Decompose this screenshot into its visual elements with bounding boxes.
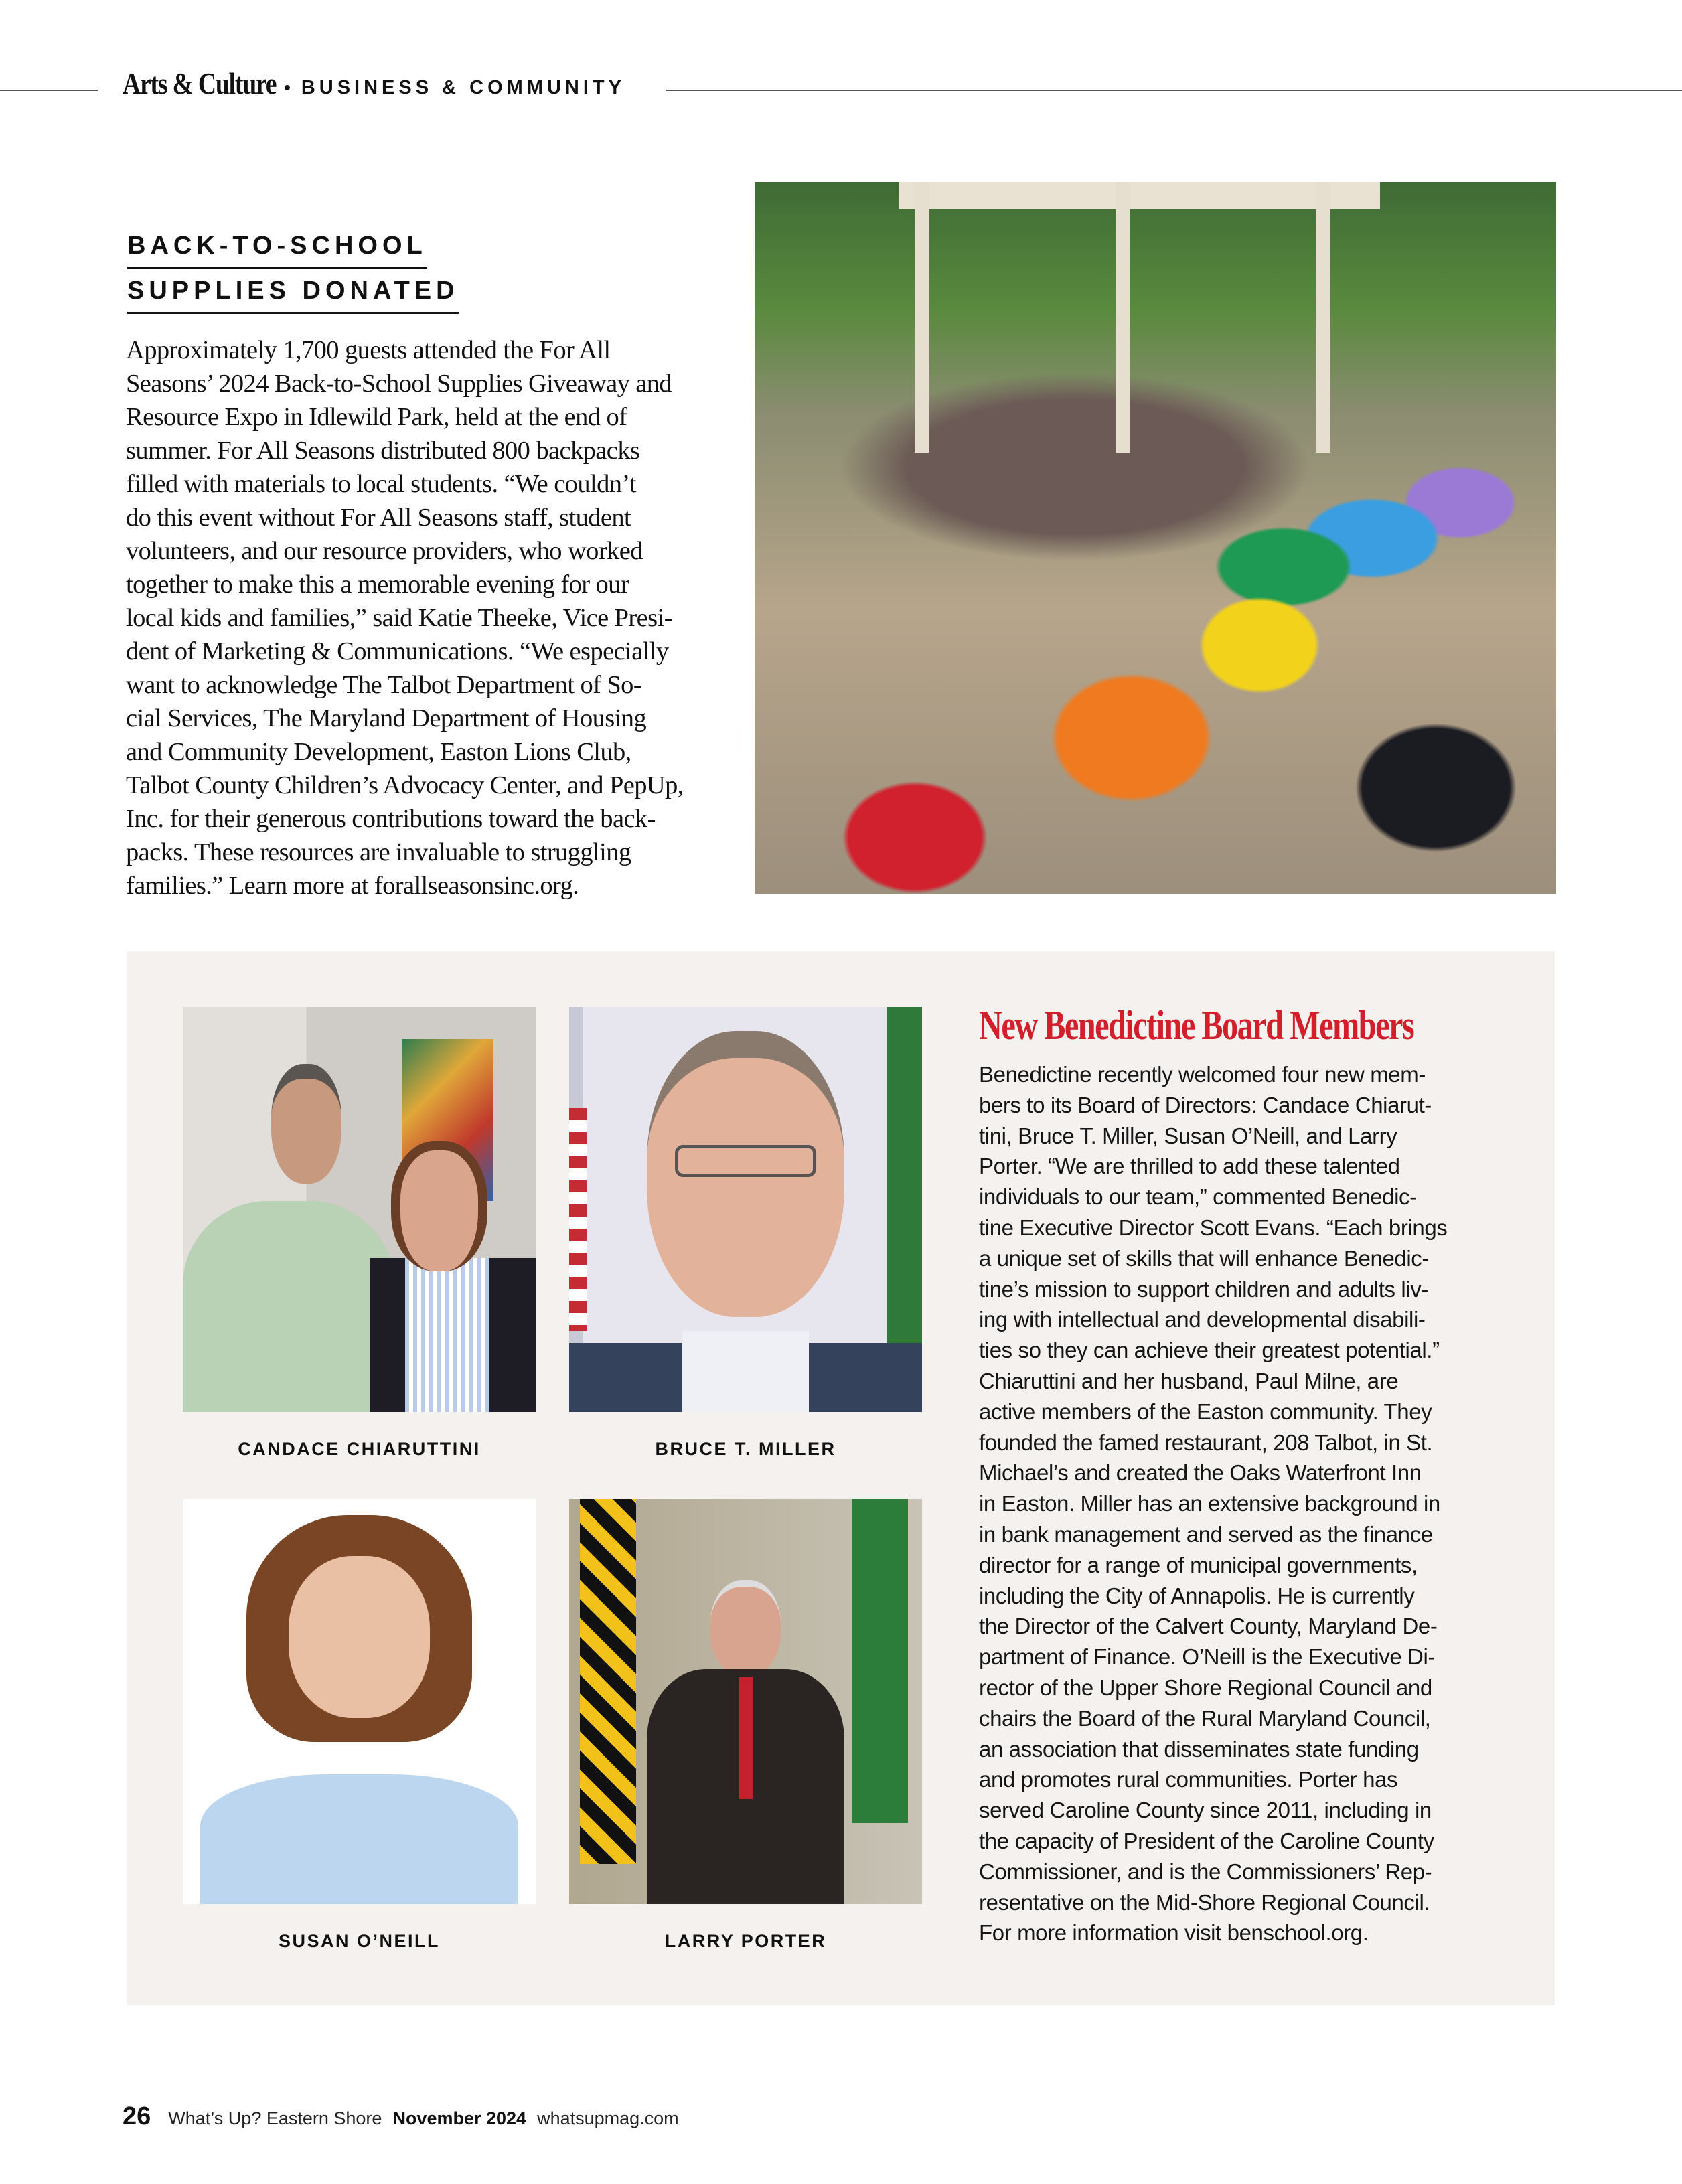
body-line: Benedictine recently welcomed four new mem- xyxy=(979,1062,1426,1087)
page-number: 26 xyxy=(123,2102,151,2130)
pavilion-pillar xyxy=(1116,182,1130,453)
body-line: Approximately 1,700 guests attended the For All xyxy=(126,336,611,364)
body-line: local kids and families,” said Katie Theeke, Vice Presi- xyxy=(126,604,672,632)
tie xyxy=(739,1677,753,1799)
magazine-name: What’s Up? Eastern Shore xyxy=(168,2108,382,2128)
man-figure xyxy=(183,1201,394,1412)
story2-body xyxy=(979,1059,1541,1948)
body-line: tini, Bruce T. Miller, Susan O’Neill, and Larry xyxy=(979,1123,1397,1148)
header-rule-right xyxy=(666,90,1682,91)
body-line: Chiaruttini and her husband, Paul Milne, are xyxy=(979,1368,1399,1393)
glasses xyxy=(675,1145,816,1177)
caption-susan-oneill: SUSAN O’NEILL xyxy=(278,1931,440,1951)
body-line: resentative on the Mid-Shore Regional Council. xyxy=(979,1889,1430,1915)
body-line: bers to its Board of Directors: Candace Chiarut- xyxy=(979,1092,1432,1117)
photo-bruce-miller xyxy=(569,1007,922,1412)
body-line: tine Executive Director Scott Evans. “Each brings xyxy=(979,1215,1448,1240)
pavilion-pillar xyxy=(915,182,929,453)
body-line: volunteers, and our resource providers, who worked xyxy=(126,537,643,565)
story1-kicker-line2: SUPPLIES DONATED xyxy=(127,277,459,314)
blazer xyxy=(200,1774,518,1904)
body-line: summer. For All Seasons distributed 800 backpacks xyxy=(126,437,640,465)
body-line: individuals to our team,” commented Benedic- xyxy=(979,1184,1417,1210)
backpack-giveaway-photo xyxy=(755,182,1556,894)
flag-maryland xyxy=(580,1499,636,1864)
photo-larry-porter xyxy=(569,1499,922,1904)
body-line: founded the famed restaurant, 208 Talbot, in St. xyxy=(979,1429,1433,1455)
body-line: dent of Marketing & Communications. “We especially xyxy=(126,637,669,666)
body-line: cial Services, The Maryland Department of Housing xyxy=(126,704,647,732)
body-line: do this event without For All Seasons staff, student xyxy=(126,503,631,532)
head xyxy=(710,1580,781,1676)
body-line: Commissioner, and is the Commissioners’ Rep- xyxy=(979,1859,1432,1884)
face xyxy=(289,1556,430,1718)
body-line: including the City of Annapolis. He is currently xyxy=(979,1583,1415,1608)
body-line: the capacity of President of the Caroline County xyxy=(979,1828,1434,1853)
shirt xyxy=(682,1331,810,1412)
body-line: Michael’s and created the Oaks Waterfront Inn xyxy=(979,1460,1422,1486)
body-line: active members of the Easton community. They xyxy=(979,1399,1432,1424)
header-rule-left xyxy=(0,90,98,91)
body-line: and promotes rural communities. Porter has xyxy=(979,1767,1398,1792)
body-line: ties so they can achieve their greatest potential.” xyxy=(979,1338,1440,1363)
body-line: Resource Expo in Idlewild Park, held at the end of xyxy=(126,403,627,431)
caption-larry-porter: LARRY PORTER xyxy=(664,1931,827,1951)
story1-body xyxy=(126,333,729,903)
body-line: tine’s mission to support children and adults liv- xyxy=(979,1276,1428,1302)
pavilion-pillar xyxy=(1316,182,1330,453)
body-line: in Easton. Miller has an extensive background in xyxy=(979,1491,1440,1516)
body-line: in bank management and served as the finance xyxy=(979,1521,1433,1547)
body-line: a unique set of skills that will enhance Benedic- xyxy=(979,1245,1429,1271)
body-line: rector of the Upper Shore Regional Council and xyxy=(979,1674,1432,1700)
subsection-title: BUSINESS & COMMUNITY xyxy=(301,77,625,98)
body-line: filled with materials to local students. “We couldn’t xyxy=(126,470,636,498)
caption-bruce-miller: BRUCE T. MILLER xyxy=(655,1439,836,1459)
photo-candace-chiaruttini xyxy=(183,1007,536,1412)
section-header xyxy=(123,66,625,101)
body-line: ing with intellectual and developmental disabili- xyxy=(979,1307,1426,1332)
body-line: Inc. for their generous contributions toward the back- xyxy=(126,805,656,833)
body-line: Talbot County Children’s Advocacy Center, and PepUp, xyxy=(126,771,684,799)
bullet-separator: • xyxy=(284,77,291,98)
body-line: chairs the Board of the Rural Maryland Council, xyxy=(979,1705,1431,1731)
woman-head xyxy=(391,1141,487,1272)
story1-kicker-line1: BACK-TO-SCHOOL xyxy=(127,232,427,269)
body-line: the Director of the Calvert County, Maryland De- xyxy=(979,1614,1438,1639)
body-line: together to make this a memorable evening for our xyxy=(126,570,629,599)
body-line: families.” Learn more at forallseasonsinc.org. xyxy=(126,872,579,900)
body-line: partment of Finance. O’Neill is the Executive Di- xyxy=(979,1644,1436,1670)
flag-green xyxy=(852,1499,908,1823)
body-line: packs. These resources are invaluable to struggling xyxy=(126,838,631,866)
body-line: served Caroline County since 2011, including in xyxy=(979,1798,1432,1823)
page-footer xyxy=(123,2102,679,2131)
caption-candace-chiaruttini: CANDACE CHIARUTTINI xyxy=(238,1439,481,1459)
flag-us xyxy=(569,1108,587,1331)
body-line: an association that disseminates state funding xyxy=(979,1736,1419,1762)
body-line: Seasons’ 2024 Back-to-School Supplies Giveaway and xyxy=(126,370,672,398)
body-line: want to acknowledge The Talbot Department of So- xyxy=(126,671,642,699)
man-head xyxy=(271,1064,341,1184)
body-line: Porter. “We are thrilled to add these talented xyxy=(979,1154,1400,1179)
body-line: For more information visit benschool.org. xyxy=(979,1920,1369,1946)
body-line: director for a range of municipal governments, xyxy=(979,1552,1418,1577)
section-title: Arts & Culture xyxy=(123,66,277,100)
issue-date: November 2024 xyxy=(392,2108,527,2128)
website-link[interactable]: whatsupmag.com xyxy=(537,2108,679,2128)
body-line: and Community Development, Easton Lions Club, xyxy=(126,738,631,766)
story2-heading: New Benedictine Board Members xyxy=(979,1003,1414,1048)
photo-susan-oneill xyxy=(183,1499,536,1904)
woman-shirt xyxy=(405,1258,489,1412)
pavilion-roof xyxy=(899,182,1379,209)
